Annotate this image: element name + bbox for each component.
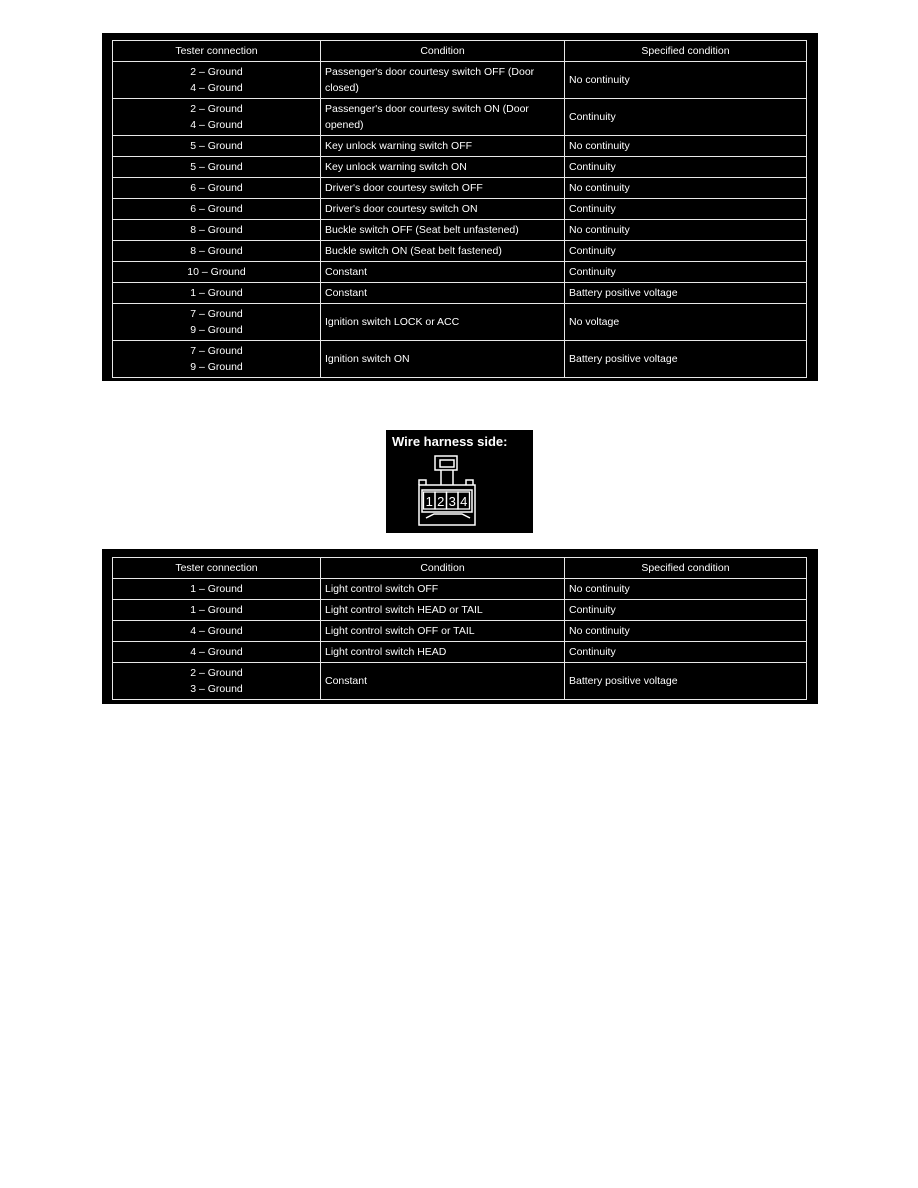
specified-condition-cell: Continuity: [565, 600, 807, 621]
tester-connection-cell: 6 – Ground: [113, 178, 321, 199]
condition-cell: Ignition switch LOCK or ACC: [321, 304, 565, 341]
table-row: [113, 642, 807, 663]
tester-connection-cell: 1 – Ground: [113, 600, 321, 621]
condition-cell: Light control switch HEAD or TAIL: [321, 600, 565, 621]
tester-connection-cell: 2 – Ground 4 – Ground: [113, 62, 321, 99]
pin-label-2: 2: [437, 494, 445, 509]
table-row: [113, 600, 807, 621]
table-row: [113, 341, 807, 378]
specified-condition-cell: No voltage: [565, 304, 807, 341]
table-row: [113, 62, 807, 99]
specified-condition-cell: No continuity: [565, 621, 807, 642]
tester-connection-cell: 2 – Ground 4 – Ground: [113, 99, 321, 136]
specified-condition-cell: Continuity: [565, 157, 807, 178]
specified-condition-cell: Continuity: [565, 642, 807, 663]
condition-cell: Key unlock warning switch OFF: [321, 136, 565, 157]
tester-connection-cell: 4 – Ground: [113, 642, 321, 663]
specified-condition-cell: No continuity: [565, 178, 807, 199]
condition-cell: Constant: [321, 262, 565, 283]
tester-connection-cell: 8 – Ground: [113, 241, 321, 262]
specified-condition-cell: No continuity: [565, 62, 807, 99]
specified-condition-cell: Continuity: [565, 241, 807, 262]
connector-icon: [386, 430, 533, 533]
tester-connection-cell: 8 – Ground: [113, 220, 321, 241]
condition-cell: Driver's door courtesy switch ON: [321, 199, 565, 220]
tester-connection-cell: 7 – Ground 9 – Ground: [113, 304, 321, 341]
tester-connection-cell: 10 – Ground: [113, 262, 321, 283]
table-row: [113, 579, 807, 600]
table-row: [113, 136, 807, 157]
specified-condition-cell: No continuity: [565, 220, 807, 241]
condition-cell: Key unlock warning switch ON: [321, 157, 565, 178]
condition-cell: Light control switch OFF or TAIL: [321, 621, 565, 642]
tester-connection-cell: 1 – Ground: [113, 579, 321, 600]
pin-label-3: 3: [448, 494, 456, 509]
specified-condition-cell: Continuity: [565, 199, 807, 220]
condition-cell: Passenger's door courtesy switch ON (Door opened): [321, 99, 565, 136]
condition-cell: Constant: [321, 283, 565, 304]
condition-cell: Buckle switch OFF (Seat belt unfastened): [321, 220, 565, 241]
tester-connection-cell: 7 – Ground 9 – Ground: [113, 341, 321, 378]
header-tester-connection: Tester connection: [113, 41, 321, 62]
condition-cell: Passenger's door courtesy switch OFF (Door closed): [321, 62, 565, 99]
header-condition: Condition: [321, 41, 565, 62]
specified-condition-cell: Battery positive voltage: [565, 341, 807, 378]
pin-label-1: 1: [425, 494, 433, 509]
specified-condition-cell: Battery positive voltage: [565, 283, 807, 304]
header-specified-condition: Specified condition: [565, 41, 807, 62]
condition-cell: Light control switch OFF: [321, 579, 565, 600]
condition-cell: Light control switch HEAD: [321, 642, 565, 663]
table-row: [113, 199, 807, 220]
condition-cell: Constant: [321, 663, 565, 700]
table-row: [113, 283, 807, 304]
specified-condition-cell: No continuity: [565, 579, 807, 600]
header-condition: Condition: [321, 558, 565, 579]
table-row: [113, 663, 807, 700]
tester-connection-cell: 4 – Ground: [113, 621, 321, 642]
tester-connection-cell: 2 – Ground 3 – Ground: [113, 663, 321, 700]
specified-condition-cell: Continuity: [565, 262, 807, 283]
table-row: [113, 304, 807, 341]
table1: [112, 40, 807, 378]
condition-cell: Driver's door courtesy switch OFF: [321, 178, 565, 199]
table-row: [113, 241, 807, 262]
header-tester-connection: Tester connection: [113, 558, 321, 579]
specified-condition-cell: Continuity: [565, 99, 807, 136]
tester-connection-cell: 5 – Ground: [113, 136, 321, 157]
table-row: [113, 99, 807, 136]
condition-cell: Ignition switch ON: [321, 341, 565, 378]
table-row: [113, 621, 807, 642]
pin-label-4: 4: [460, 494, 468, 509]
specified-condition-cell: No continuity: [565, 136, 807, 157]
table-row: [113, 157, 807, 178]
table-row: [113, 178, 807, 199]
table-row: [113, 220, 807, 241]
tester-connection-cell: 1 – Ground: [113, 283, 321, 304]
header-specified-condition: Specified condition: [565, 558, 807, 579]
tester-connection-cell: 5 – Ground: [113, 157, 321, 178]
connector-diagram: [386, 430, 533, 533]
table-header-row: [113, 558, 807, 579]
table2: [112, 557, 807, 700]
condition-cell: Buckle switch ON (Seat belt fastened): [321, 241, 565, 262]
specified-condition-cell: Battery positive voltage: [565, 663, 807, 700]
table-row: [113, 262, 807, 283]
table-header-row: [113, 41, 807, 62]
connector-title: Wire harness side:: [392, 434, 508, 449]
tester-connection-cell: 6 – Ground: [113, 199, 321, 220]
